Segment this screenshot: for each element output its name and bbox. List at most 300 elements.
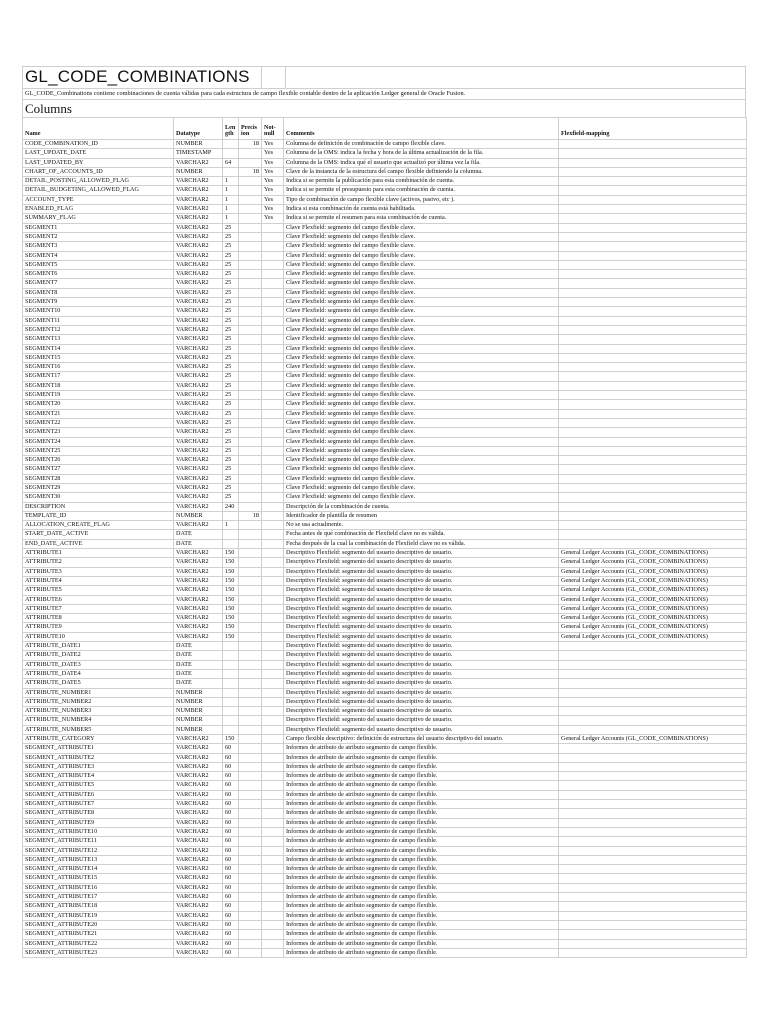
cell-datatype: VARCHAR2 — [174, 855, 223, 864]
table-row — [23, 381, 747, 390]
table-row — [23, 205, 747, 214]
cell-precision — [239, 772, 262, 781]
cell-precision — [239, 437, 262, 446]
cell-flexfield-mapping: General Ledger Accounts (GL_CODE_COMBINATIONS) — [559, 632, 747, 641]
cell-datatype: VARCHAR2 — [174, 567, 223, 576]
header-precision: Precis ion — [239, 118, 262, 140]
cell-comments: Clave Flexfield: segmento del campo flexible clave. — [284, 260, 559, 269]
cell-flexfield-mapping: General Ledger Accounts (GL_CODE_COMBINATIONS) — [559, 586, 747, 595]
cell-flexfield-mapping — [559, 363, 747, 372]
cell-comments: Clave Flexfield: segmento del campo flexible clave. — [284, 493, 559, 502]
cell-flexfield-mapping — [559, 456, 747, 465]
cell-precision — [239, 335, 262, 344]
cell-datatype: VARCHAR2 — [174, 502, 223, 511]
cell-datatype: NUMBER — [174, 707, 223, 716]
table-row — [23, 558, 747, 567]
cell-datatype: VARCHAR2 — [174, 381, 223, 390]
cell-length: 240 — [223, 502, 239, 511]
cell-comments: Descriptivo Flexfield: segmento del usuario descriptivo de usuario. — [284, 576, 559, 585]
cell-length: 60 — [223, 893, 239, 902]
cell-not-null — [262, 549, 284, 558]
cell-name: SEGMENT28 — [23, 474, 174, 483]
cell-length — [223, 530, 239, 539]
cell-flexfield-mapping — [559, 465, 747, 474]
cell-datatype: VARCHAR2 — [174, 214, 223, 223]
cell-not-null — [262, 558, 284, 567]
cell-precision — [239, 381, 262, 390]
cell-length: 25 — [223, 335, 239, 344]
cell-precision — [239, 279, 262, 288]
table-row — [23, 707, 747, 716]
cell-not-null — [262, 437, 284, 446]
cell-flexfield-mapping — [559, 335, 747, 344]
cell-datatype: VARCHAR2 — [174, 288, 223, 297]
cell-comments: Informes de atributo de atributo segmento de campo flexible. — [284, 930, 559, 939]
cell-datatype: VARCHAR2 — [174, 446, 223, 455]
cell-datatype: VARCHAR2 — [174, 930, 223, 939]
cell-flexfield-mapping — [559, 883, 747, 892]
cell-flexfield-mapping — [559, 902, 747, 911]
cell-flexfield-mapping — [559, 651, 747, 660]
cell-precision — [239, 642, 262, 651]
cell-datatype: VARCHAR2 — [174, 456, 223, 465]
cell-datatype: VARCHAR2 — [174, 939, 223, 948]
cell-length — [223, 511, 239, 520]
cell-length: 150 — [223, 632, 239, 641]
cell-length: 25 — [223, 465, 239, 474]
cell-comments: Indica si esta combinación de cuenta está habilitada. — [284, 205, 559, 214]
table-row — [23, 298, 747, 307]
cell-name: ATTRIBUTE_NUMBER3 — [23, 707, 174, 716]
cell-length: 60 — [223, 744, 239, 753]
cell-comments: Descriptivo Flexfield: segmento del usuario descriptivo de usuario. — [284, 669, 559, 678]
cell-flexfield-mapping — [559, 893, 747, 902]
header-not-null: Not-null — [262, 118, 284, 140]
table-row — [23, 679, 747, 688]
table-row — [23, 827, 747, 836]
cell-not-null — [262, 344, 284, 353]
cell-comments: Clave Flexfield: segmento del campo flexible clave. — [284, 363, 559, 372]
cell-name: TEMPLATE_ID — [23, 511, 174, 520]
cell-precision — [239, 902, 262, 911]
cell-precision — [239, 762, 262, 771]
cell-flexfield-mapping — [559, 669, 747, 678]
cell-length: 25 — [223, 270, 239, 279]
cell-datatype: VARCHAR2 — [174, 465, 223, 474]
page-title: GL_CODE_COMBINATIONS — [25, 67, 250, 86]
cell-datatype: DATE — [174, 539, 223, 548]
table-row — [23, 288, 747, 297]
cell-comments: Descriptivo Flexfield: segmento del usuario descriptivo de usuario. — [284, 614, 559, 623]
cell-precision — [239, 483, 262, 492]
cell-length: 25 — [223, 456, 239, 465]
cell-not-null — [262, 837, 284, 846]
cell-length: 150 — [223, 623, 239, 632]
cell-datatype: VARCHAR2 — [174, 772, 223, 781]
table-row — [23, 260, 747, 269]
cell-flexfield-mapping — [559, 260, 747, 269]
cell-not-null — [262, 688, 284, 697]
cell-comments: Descriptivo Flexfield: segmento del usuario descriptivo de usuario. — [284, 623, 559, 632]
cell-name: ATTRIBUTE_NUMBER5 — [23, 725, 174, 734]
cell-datatype: VARCHAR2 — [174, 781, 223, 790]
cell-not-null — [262, 753, 284, 762]
cell-name: SEGMENT_ATTRIBUTE20 — [23, 920, 174, 929]
cell-datatype: DATE — [174, 651, 223, 660]
cell-datatype: VARCHAR2 — [174, 604, 223, 613]
cell-not-null — [262, 232, 284, 241]
cell-name: SEGMENT27 — [23, 465, 174, 474]
cell-length: 25 — [223, 279, 239, 288]
cell-name: ATTRIBUTE5 — [23, 586, 174, 595]
cell-datatype: VARCHAR2 — [174, 335, 223, 344]
cell-name: SEGMENT20 — [23, 400, 174, 409]
table-row — [23, 140, 747, 149]
cell-not-null — [262, 930, 284, 939]
cell-not-null — [262, 363, 284, 372]
cell-length: 25 — [223, 363, 239, 372]
cell-not-null — [262, 855, 284, 864]
cell-precision — [239, 242, 262, 251]
table-row — [23, 446, 747, 455]
cell-length: 1 — [223, 195, 239, 204]
cell-precision — [239, 827, 262, 836]
cell-datatype: VARCHAR2 — [174, 948, 223, 957]
cell-comments: Informes de atributo de atributo segmento de campo flexible. — [284, 874, 559, 883]
cell-name: SEGMENT21 — [23, 409, 174, 418]
cell-not-null — [262, 809, 284, 818]
cell-comments: Indica si se permite el presupuesto para esta combinación de cuenta. — [284, 186, 559, 195]
cell-length — [223, 167, 239, 176]
cell-not-null — [262, 576, 284, 585]
cell-comments: Informes de atributo de atributo segmento de campo flexible. — [284, 790, 559, 799]
cell-flexfield-mapping: General Ledger Accounts (GL_CODE_COMBINATIONS) — [559, 735, 747, 744]
cell-length: 60 — [223, 855, 239, 864]
cell-flexfield-mapping — [559, 223, 747, 232]
table-row — [23, 409, 747, 418]
cell-datatype: NUMBER — [174, 167, 223, 176]
cell-comments: Descriptivo Flexfield: segmento del usuario descriptivo de usuario. — [284, 567, 559, 576]
cell-comments: Descriptivo Flexfield: segmento del usuario descriptivo de usuario. — [284, 716, 559, 725]
cell-not-null — [262, 669, 284, 678]
table-row — [23, 586, 747, 595]
cell-not-null — [262, 418, 284, 427]
cell-datatype: VARCHAR2 — [174, 800, 223, 809]
cell-flexfield-mapping — [559, 186, 747, 195]
cell-length — [223, 660, 239, 669]
table-row — [23, 372, 747, 381]
cell-name: ATTRIBUTE7 — [23, 604, 174, 613]
cell-name: SEGMENT16 — [23, 363, 174, 372]
cell-flexfield-mapping — [559, 911, 747, 920]
cell-length: 60 — [223, 837, 239, 846]
cell-length: 60 — [223, 865, 239, 874]
cell-not-null — [262, 660, 284, 669]
cell-precision — [239, 558, 262, 567]
cell-precision — [239, 465, 262, 474]
cell-not-null — [262, 474, 284, 483]
cell-comments: No se usa actualmente. — [284, 521, 559, 530]
cell-flexfield-mapping — [559, 762, 747, 771]
cell-not-null — [262, 502, 284, 511]
cell-datatype: VARCHAR2 — [174, 158, 223, 167]
cell-datatype: VARCHAR2 — [174, 893, 223, 902]
cell-datatype: VARCHAR2 — [174, 902, 223, 911]
cell-flexfield-mapping: General Ledger Accounts (GL_CODE_COMBINATIONS) — [559, 549, 747, 558]
cell-precision — [239, 372, 262, 381]
cell-datatype: VARCHAR2 — [174, 762, 223, 771]
cell-flexfield-mapping — [559, 660, 747, 669]
cell-precision — [239, 595, 262, 604]
cell-datatype: VARCHAR2 — [174, 632, 223, 641]
cell-flexfield-mapping — [559, 744, 747, 753]
cell-datatype: VARCHAR2 — [174, 270, 223, 279]
cell-name: ATTRIBUTE9 — [23, 623, 174, 632]
table-row — [23, 735, 747, 744]
table-row — [23, 883, 747, 892]
cell-name: SEGMENT26 — [23, 456, 174, 465]
cell-name: SEGMENT_ATTRIBUTE21 — [23, 930, 174, 939]
cell-precision: 18 — [239, 167, 262, 176]
cell-flexfield-mapping — [559, 270, 747, 279]
cell-name: SEGMENT_ATTRIBUTE11 — [23, 837, 174, 846]
cell-not-null — [262, 818, 284, 827]
cell-datatype: VARCHAR2 — [174, 242, 223, 251]
cell-length: 60 — [223, 920, 239, 929]
cell-precision — [239, 623, 262, 632]
cell-comments: Informes de atributo de atributo segmento de campo flexible. — [284, 753, 559, 762]
cell-datatype: VARCHAR2 — [174, 177, 223, 186]
cell-precision — [239, 669, 262, 678]
cell-flexfield-mapping — [559, 167, 747, 176]
cell-not-null: Yes — [262, 149, 284, 158]
table-row — [23, 223, 747, 232]
cell-name: SEGMENT18 — [23, 381, 174, 390]
cell-datatype: VARCHAR2 — [174, 883, 223, 892]
cell-flexfield-mapping — [559, 920, 747, 929]
cell-comments: Clave Flexfield: segmento del campo flexible clave. — [284, 335, 559, 344]
cell-comments: Clave Flexfield: segmento del campo flexible clave. — [284, 465, 559, 474]
cell-comments: Clave Flexfield: segmento del campo flexible clave. — [284, 456, 559, 465]
cell-not-null — [262, 735, 284, 744]
cell-precision — [239, 707, 262, 716]
table-description: GL_CODE_Combinations contiene combinaciones de cuenta válidas para cada estructura de campo flexible contable dentro de la aplicación Ledger general de Oracle Fusion. — [22, 88, 746, 99]
cell-not-null — [262, 428, 284, 437]
cell-not-null — [262, 651, 284, 660]
table-row — [23, 716, 747, 725]
cell-datatype: VARCHAR2 — [174, 418, 223, 427]
cell-not-null — [262, 920, 284, 929]
cell-not-null — [262, 697, 284, 706]
cell-datatype: VARCHAR2 — [174, 298, 223, 307]
cell-comments: Columna de definición de combinación de campo flexible clave. — [284, 140, 559, 149]
cell-name: SEGMENT30 — [23, 493, 174, 502]
table-row — [23, 800, 747, 809]
cell-comments: Clave Flexfield: segmento del campo flexible clave. — [284, 409, 559, 418]
cell-precision — [239, 446, 262, 455]
cell-precision — [239, 855, 262, 864]
cell-not-null: Yes — [262, 158, 284, 167]
table-row — [23, 530, 747, 539]
cell-precision — [239, 456, 262, 465]
cell-comments: Descriptivo Flexfield: segmento del usuario descriptivo de usuario. — [284, 632, 559, 641]
cell-flexfield-mapping — [559, 214, 747, 223]
table-row — [23, 344, 747, 353]
table-row — [23, 874, 747, 883]
cell-datatype: VARCHAR2 — [174, 391, 223, 400]
cell-precision — [239, 567, 262, 576]
cell-length: 25 — [223, 344, 239, 353]
table-row — [23, 855, 747, 864]
cell-length: 25 — [223, 353, 239, 362]
cell-length: 60 — [223, 790, 239, 799]
cell-datatype: VARCHAR2 — [174, 260, 223, 269]
cell-comments: Descriptivo Flexfield: segmento del usuario descriptivo de usuario. — [284, 642, 559, 651]
cell-flexfield-mapping — [559, 307, 747, 316]
cell-comments: Clave Flexfield: segmento del campo flexible clave. — [284, 391, 559, 400]
table-row — [23, 651, 747, 660]
cell-datatype: NUMBER — [174, 140, 223, 149]
cell-comments: Informes de atributo de atributo segmento de campo flexible. — [284, 800, 559, 809]
cell-length: 25 — [223, 428, 239, 437]
table-row — [23, 660, 747, 669]
cell-precision — [239, 660, 262, 669]
cell-not-null — [262, 260, 284, 269]
cell-name: SEGMENT13 — [23, 335, 174, 344]
cell-name: ATTRIBUTE10 — [23, 632, 174, 641]
cell-comments: Descriptivo Flexfield: segmento del usuario descriptivo de usuario. — [284, 697, 559, 706]
cell-length: 25 — [223, 418, 239, 427]
cell-length — [223, 149, 239, 158]
cell-name: SEGMENT6 — [23, 270, 174, 279]
cell-name: SEGMENT9 — [23, 298, 174, 307]
cell-datatype: VARCHAR2 — [174, 744, 223, 753]
cell-name: SEGMENT14 — [23, 344, 174, 353]
table-row — [23, 632, 747, 641]
cell-not-null — [262, 707, 284, 716]
title-row — [22, 66, 746, 88]
cell-not-null — [262, 279, 284, 288]
table-row — [23, 893, 747, 902]
cell-name: SEGMENT3 — [23, 242, 174, 251]
cell-name: SEGMENT4 — [23, 251, 174, 260]
table-row — [23, 669, 747, 678]
cell-datatype: VARCHAR2 — [174, 205, 223, 214]
cell-length: 150 — [223, 549, 239, 558]
cell-flexfield-mapping — [559, 809, 747, 818]
cell-not-null — [262, 307, 284, 316]
cell-precision — [239, 232, 262, 241]
cell-datatype: DATE — [174, 669, 223, 678]
cell-length — [223, 642, 239, 651]
cell-precision — [239, 939, 262, 948]
table-row — [23, 781, 747, 790]
cell-name: SEGMENT11 — [23, 316, 174, 325]
table-row — [23, 186, 747, 195]
cell-comments: Identificador de plantilla de resumen — [284, 511, 559, 520]
cell-precision — [239, 893, 262, 902]
cell-comments: Informes de atributo de atributo segmento de campo flexible. — [284, 939, 559, 948]
table-row — [23, 837, 747, 846]
cell-comments: Descriptivo Flexfield: segmento del usuario descriptivo de usuario. — [284, 660, 559, 669]
cell-precision — [239, 576, 262, 585]
cell-name: SEGMENT8 — [23, 288, 174, 297]
cell-length — [223, 140, 239, 149]
cell-datatype: VARCHAR2 — [174, 483, 223, 492]
cell-datatype: TIMESTAMP — [174, 149, 223, 158]
cell-length: 25 — [223, 381, 239, 390]
cell-precision — [239, 353, 262, 362]
cell-length — [223, 669, 239, 678]
columns-table — [22, 117, 747, 958]
cell-not-null — [262, 567, 284, 576]
cell-not-null — [262, 223, 284, 232]
cell-flexfield-mapping: General Ledger Accounts (GL_CODE_COMBINATIONS) — [559, 558, 747, 567]
cell-comments: Clave Flexfield: segmento del campo flexible clave. — [284, 483, 559, 492]
cell-flexfield-mapping — [559, 707, 747, 716]
cell-comments: Clave Flexfield: segmento del campo flexible clave. — [284, 270, 559, 279]
cell-length: 60 — [223, 800, 239, 809]
header-length: Len gth — [223, 118, 239, 140]
cell-comments: Descriptivo Flexfield: segmento del usuario descriptivo de usuario. — [284, 558, 559, 567]
header-comments: Comments — [284, 118, 559, 140]
cell-comments: Columna de la OMS: indica la fecha y hora de la última actualización de la fila. — [284, 149, 559, 158]
cell-flexfield-mapping — [559, 195, 747, 204]
table-row — [23, 437, 747, 446]
table-row — [23, 790, 747, 799]
cell-length: 25 — [223, 316, 239, 325]
cell-precision — [239, 586, 262, 595]
cell-not-null — [262, 325, 284, 334]
cell-datatype: NUMBER — [174, 688, 223, 697]
table-row — [23, 316, 747, 325]
cell-precision — [239, 865, 262, 874]
cell-datatype: VARCHAR2 — [174, 790, 223, 799]
cell-flexfield-mapping — [559, 251, 747, 260]
cell-name: SEGMENT25 — [23, 446, 174, 455]
cell-comments: Fecha antes de qué combinación de Flexfield clave no es válida. — [284, 530, 559, 539]
table-row — [23, 772, 747, 781]
section-row — [22, 99, 746, 117]
cell-name: ATTRIBUTE_DATE3 — [23, 660, 174, 669]
cell-name: CODE_COMBINATION_ID — [23, 140, 174, 149]
cell-comments: Clave Flexfield: segmento del campo flexible clave. — [284, 288, 559, 297]
cell-length: 60 — [223, 753, 239, 762]
cell-flexfield-mapping — [559, 837, 747, 846]
cell-datatype: VARCHAR2 — [174, 846, 223, 855]
table-row — [23, 177, 747, 186]
cell-name: SEGMENT_ATTRIBUTE5 — [23, 781, 174, 790]
cell-flexfield-mapping — [559, 418, 747, 427]
cell-name: SEGMENT17 — [23, 372, 174, 381]
cell-not-null — [262, 409, 284, 418]
cell-name: ATTRIBUTE_NUMBER2 — [23, 697, 174, 706]
table-row — [23, 307, 747, 316]
cell-datatype: VARCHAR2 — [174, 363, 223, 372]
cell-name: ATTRIBUTE_CATEGORY — [23, 735, 174, 744]
cell-not-null — [262, 353, 284, 362]
cell-precision — [239, 325, 262, 334]
cell-name: SEGMENT_ATTRIBUTE8 — [23, 809, 174, 818]
cell-datatype: VARCHAR2 — [174, 251, 223, 260]
cell-comments: Informes de atributo de atributo segmento de campo flexible. — [284, 911, 559, 920]
cell-not-null: Yes — [262, 186, 284, 195]
cell-name: ATTRIBUTE4 — [23, 576, 174, 585]
cell-not-null — [262, 465, 284, 474]
cell-name: DESCRIPTION — [23, 502, 174, 511]
cell-comments: Clave de la instancia de la estructura del campo flexible definiendo la columna. — [284, 167, 559, 176]
cell-not-null — [262, 614, 284, 623]
